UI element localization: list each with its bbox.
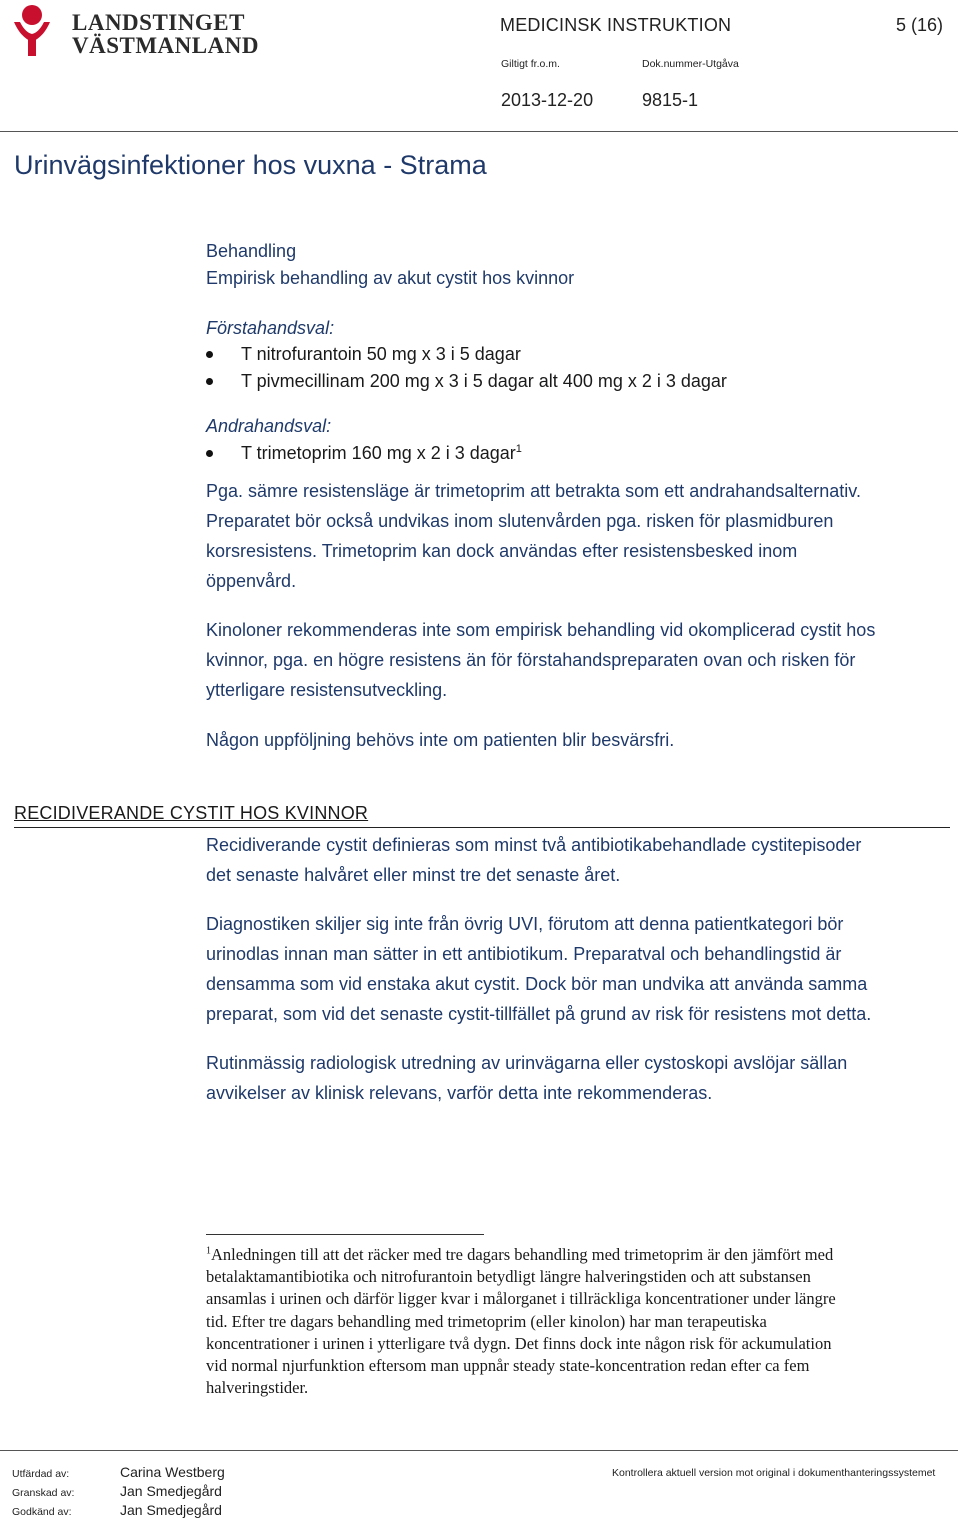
footnote-line: betalaktamantibiotika och nitrofurantoin betydligt längre halveringstiden och att substansen [206,1267,811,1287]
issued-by-label: Utfärdad av: [12,1468,70,1480]
organization-logo [10,2,259,60]
footnote-line [206,1244,951,1266]
paragraph-line: Pga. sämre resistensläge är trimetoprim att betrakta som ett andrahandsalternativ. [206,481,861,501]
logo-wordmark [72,12,259,57]
first-choice-text: T pivmecillinam 200 mg x 3 i 5 dagar alt 400 mg x 2 i 3 dagar [241,371,727,391]
paragraph-line: urinodlas innan man sätter in ett antibiotikum. Preparatval och behandlingstid är [206,944,842,964]
first-choice-label: Förstahandsval: [206,318,335,338]
paragraph-line: Någon uppföljning behövs inte om patienten blir besvärsfri. [206,730,675,750]
issued-by: Carina Westberg [120,1464,225,1480]
valid-from-date: 2013-12-20 [501,90,594,110]
second-choice-label: Andrahandsval: [206,416,332,436]
document-title: Urinvägsinfektioner hos vuxna - Strama [14,150,487,180]
section-divider [14,827,950,828]
paragraph-line: Preparatet bör också undvikas inom slutenvården pga. risken för plasmidburen [206,511,834,531]
treatment-subheading: Empirisk behandling av akut cystit hos kvinnor [206,268,575,288]
first-choice-text: T nitrofurantoin 50 mg x 3 i 5 dagar [241,344,521,364]
recurrent-section-heading: RECIDIVERANDE CYSTIT HOS KVINNOR [14,803,369,823]
paragraph-line: Kinoloner rekommenderas inte som empirisk behandling vid okomplicerad cystit hos [206,620,876,640]
document-type: MEDICINSK INSTRUKTION [500,15,732,35]
paragraph-line: densamma som vid enstaka akut cystit. Dock bör man undvika att använda samma [206,974,868,994]
footnote-line: halveringstider. [206,1378,309,1398]
approved-by: Jan Smedjegård [120,1502,222,1518]
valid-from-label: Giltigt fr.o.m. [501,58,560,70]
logo-emblem-icon [10,2,66,58]
footnote-reference[interactable]: 1 [515,443,522,455]
paragraph-line: kvinnor, pga. en högre resistens än för förstahandspreparaten ovan och risken för [206,650,856,670]
paragraph-line: Rutinmässig radiologisk utredning av urinvägarna eller cystoskopi avslöjar sällan [206,1053,848,1073]
bullet-icon [206,351,213,358]
paragraph-line: Recidiverande cystit definieras som minst två antibiotikabehandlade cystitepisoder [206,835,862,855]
header-divider [0,131,958,132]
bullet-icon [206,450,213,457]
footnote-number: 1 [206,1245,211,1257]
paragraph-line: öppenvård. [206,571,297,591]
document-number: 9815-1 [642,90,699,110]
reviewed-by: Jan Smedjegård [120,1483,222,1499]
paragraph-line: ytterligare resistensutveckling. [206,680,448,700]
treatment-heading: Behandling [206,241,297,261]
footnote-line: koncentrationer i urinen i ytterligare två dygn. Det finns dock inte någon risk för ackumulation [206,1333,832,1353]
footnote-text: Anledningen till att det räcker med tre dagars behandling med trimetoprim är den jämfört med [211,1245,834,1264]
approved-by-label: Godkänd av: [12,1506,72,1518]
page-number: 5 (16) [896,15,944,35]
footnote-divider [206,1234,484,1235]
reviewed-by-label: Granskad av: [12,1487,75,1499]
paragraph-line: det senaste halvåret eller minst tre det senaste året. [206,865,621,885]
paragraph-line: preparat, som vid det senaste cystit-tillfället på grund av risk för resistens mot detta. [206,1004,872,1024]
footnote-line: ansamlas i urinen och därför ligger kvar i målorganet i tillräckliga koncentrationer under längre [206,1289,836,1309]
footer-divider [0,1450,958,1451]
footnote-line: tid. Efter tre dagars behandling med trimetoprim (eller kinolon) har man terapeutiska [206,1311,767,1331]
footnote-line: vid normal njurfunktion eftersom man uppnår steady state-koncentration redan efter ca fem [206,1356,810,1376]
bullet-icon [206,378,213,385]
second-choice-text [241,439,522,467]
version-control-note: Kontrollera aktuell version mot original i dokumenthanteringssystemet [612,1467,936,1479]
paragraph-line: korsresistens. Trimetoprim kan dock användas efter resistensbesked inom [206,541,798,561]
document-number-label: Dok.nummer-Utgåva [642,58,739,70]
footnote [206,1244,951,1399]
second-choice-drug: T trimetoprim 160 mg x 2 i 3 dagar [241,443,516,463]
logo-line-2: VÄSTMANLAND [72,33,259,58]
paragraph-line: avvikelser av klinisk relevans, varför detta inte rekommenderas. [206,1083,713,1103]
paragraph-line: Diagnostiken skiljer sig inte från övrig UVI, förutom att denna patientkategori bör [206,914,844,934]
logo-line-1: LANDSTINGET [72,10,245,35]
